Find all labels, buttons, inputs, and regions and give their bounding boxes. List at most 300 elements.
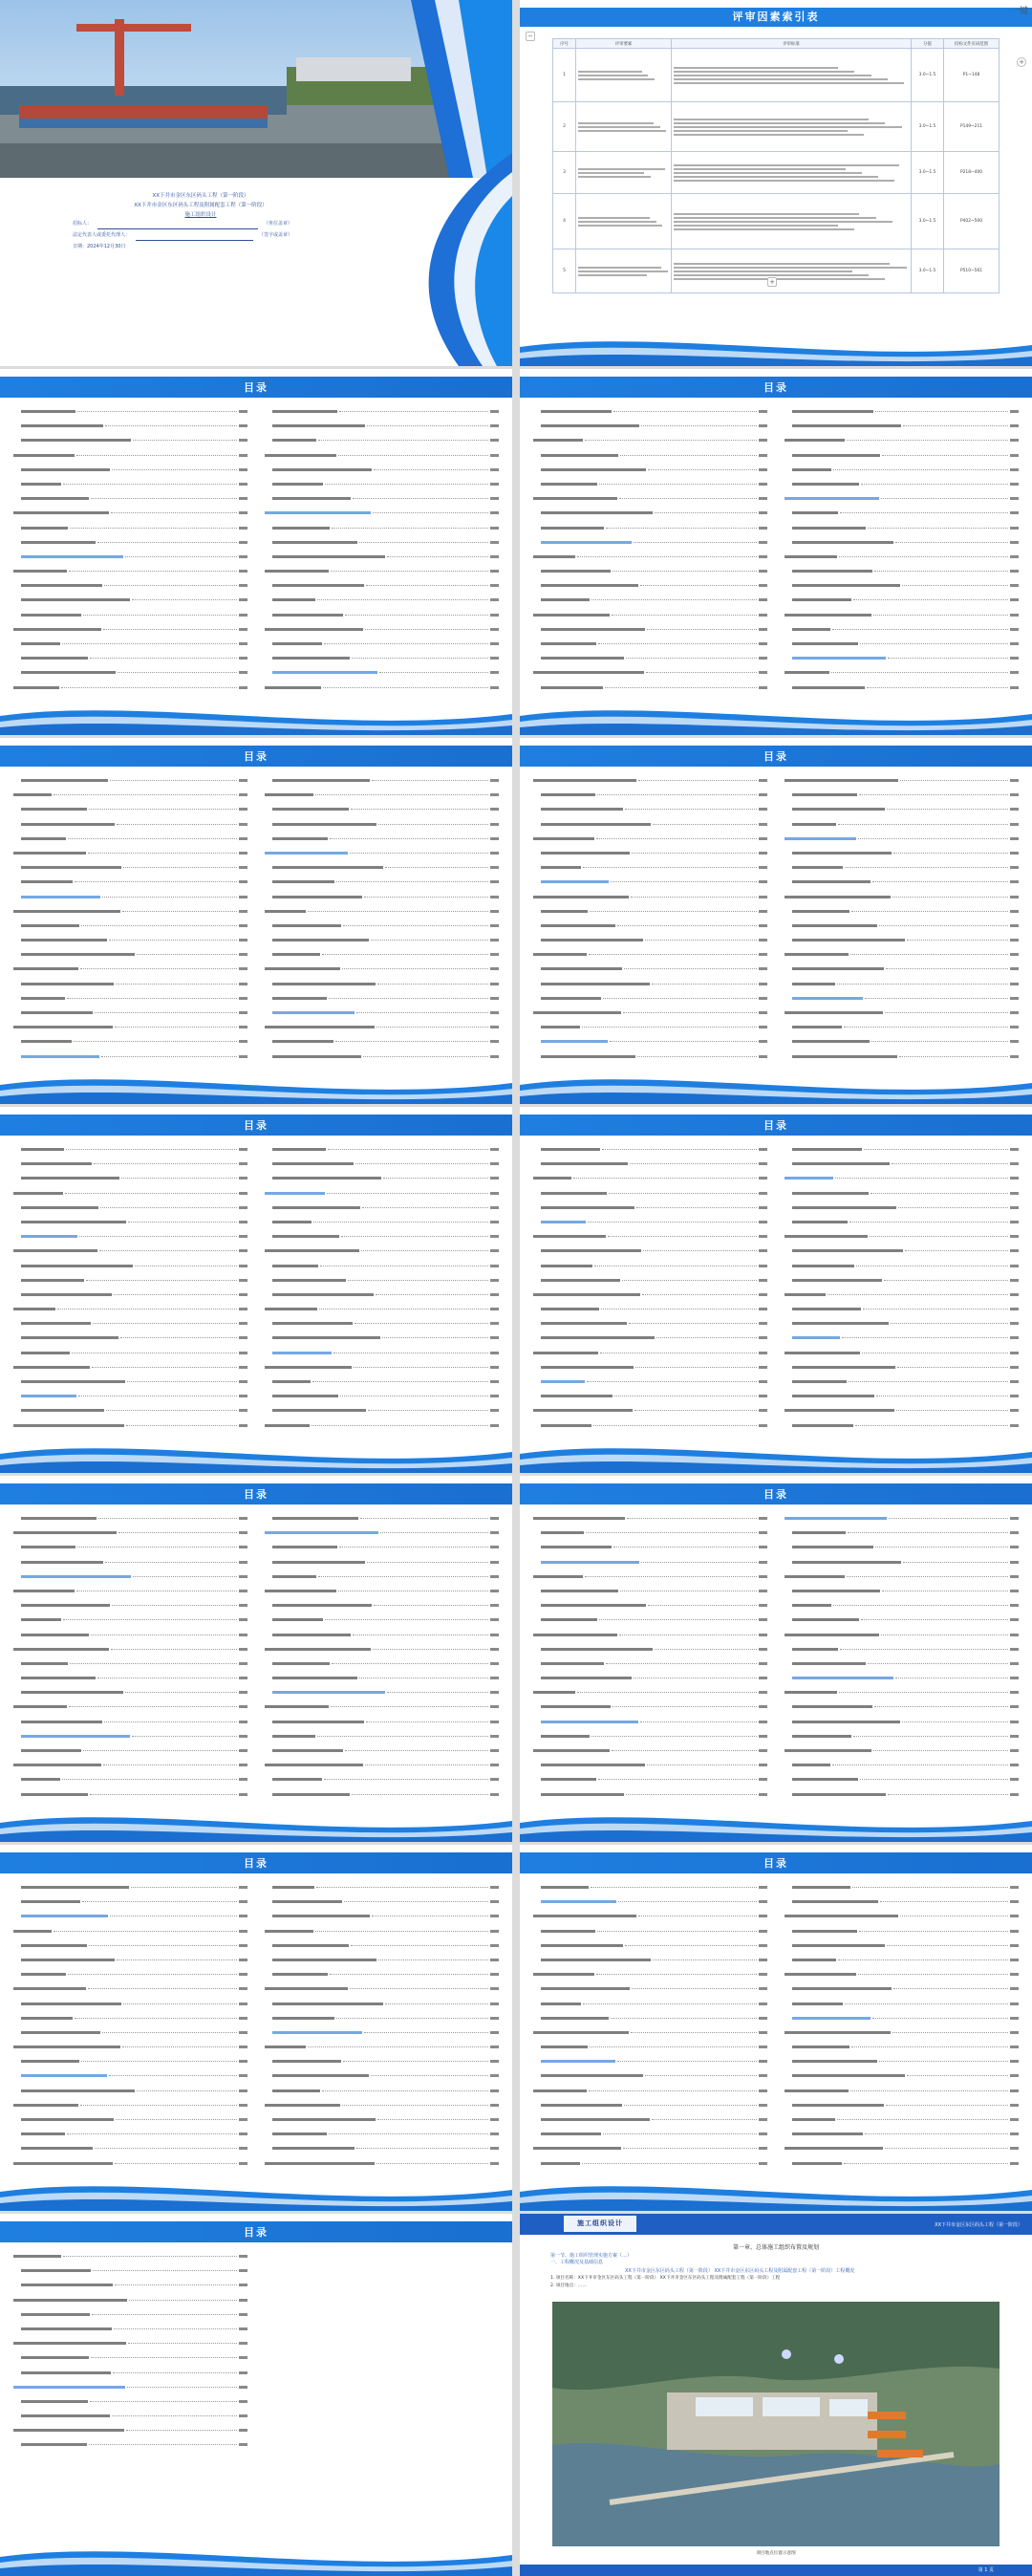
toc-entry[interactable] <box>533 1033 767 1043</box>
toc-entry[interactable] <box>265 549 499 558</box>
toc-entry[interactable] <box>785 1214 1019 1223</box>
toc-entry[interactable] <box>265 1301 499 1310</box>
toc-entry[interactable] <box>785 1981 1019 1990</box>
toc-entry[interactable] <box>785 650 1019 660</box>
toc-entry[interactable] <box>785 2126 1019 2135</box>
toc-entry[interactable] <box>13 2248 247 2258</box>
toc-entry[interactable] <box>265 1539 499 1548</box>
toc-entry[interactable] <box>265 432 499 442</box>
toc-entry[interactable] <box>13 680 247 689</box>
toc-entry[interactable] <box>13 2155 247 2165</box>
toc-entry[interactable] <box>533 2039 767 2048</box>
toc-entry[interactable] <box>265 976 499 985</box>
toc-entry[interactable] <box>265 1612 499 1621</box>
toc-entry[interactable] <box>785 874 1019 883</box>
toc-page[interactable] <box>520 369 1032 735</box>
toc-entry[interactable] <box>785 1141 1019 1151</box>
toc-entry[interactable] <box>265 1359 499 1369</box>
toc-entry[interactable] <box>265 1996 499 2005</box>
toc-entry[interactable] <box>785 772 1019 782</box>
toc-entry[interactable] <box>265 2010 499 2020</box>
toc-entry[interactable] <box>533 607 767 617</box>
toc-entry[interactable] <box>533 621 767 631</box>
toc-entry[interactable] <box>265 1315 499 1325</box>
toc-entry[interactable] <box>785 1937 1019 1947</box>
toc-entry[interactable] <box>13 1156 247 1165</box>
toc-entry[interactable] <box>265 1786 499 1796</box>
toc-entry[interactable] <box>13 505 247 514</box>
toc-entry[interactable] <box>533 2067 767 2077</box>
toc-entry[interactable] <box>785 1656 1019 1665</box>
toc-entry[interactable] <box>533 664 767 674</box>
toc-entry[interactable] <box>265 816 499 826</box>
toc-entry[interactable] <box>533 2111 767 2121</box>
toc-entry[interactable] <box>533 1301 767 1310</box>
toc-entry[interactable] <box>533 1937 767 1947</box>
toc-entry[interactable] <box>13 534 247 544</box>
toc-entry[interactable] <box>13 1200 247 1209</box>
toc-entry[interactable] <box>785 432 1019 442</box>
toc-entry[interactable] <box>785 1966 1019 1976</box>
toc-entry[interactable] <box>13 2277 247 2286</box>
toc-entry[interactable] <box>533 490 767 500</box>
toc-entry[interactable] <box>265 1345 499 1354</box>
toc-entry[interactable] <box>785 1185 1019 1195</box>
toc-entry[interactable] <box>785 520 1019 530</box>
toc-entry[interactable] <box>265 787 499 796</box>
toc-entry[interactable] <box>265 1418 499 1427</box>
toc-entry[interactable] <box>13 1374 247 1383</box>
toc-entry[interactable] <box>533 2097 767 2107</box>
toc-entry[interactable] <box>13 1330 247 1339</box>
toc-entry[interactable] <box>533 845 767 855</box>
toc-entry[interactable] <box>13 1345 247 1354</box>
toc-entry[interactable] <box>13 432 247 442</box>
toc-entry[interactable] <box>785 1388 1019 1397</box>
toc-entry[interactable] <box>533 961 767 970</box>
toc-entry[interactable] <box>533 447 767 457</box>
toc-entry[interactable] <box>13 592 247 601</box>
toc-entry[interactable] <box>785 1569 1019 1578</box>
toc-entry[interactable] <box>13 520 247 530</box>
toc-entry[interactable] <box>785 1033 1019 1043</box>
toc-entry[interactable] <box>13 961 247 970</box>
toc-entry[interactable] <box>533 1670 767 1679</box>
toc-entry[interactable] <box>13 2393 247 2403</box>
toc-entry[interactable] <box>533 1641 767 1651</box>
toc-entry[interactable] <box>785 990 1019 1000</box>
toc-entry[interactable] <box>533 462 767 471</box>
toc-entry[interactable] <box>785 1301 1019 1310</box>
toc-entry[interactable] <box>785 1019 1019 1028</box>
toc-entry[interactable] <box>265 1714 499 1723</box>
toc-entry[interactable] <box>13 2083 247 2092</box>
toc-entry[interactable] <box>533 1714 767 1723</box>
toc-entry[interactable] <box>533 1418 767 1427</box>
toc-entry[interactable] <box>785 1952 1019 1961</box>
toc-entry[interactable] <box>265 607 499 617</box>
toc-entry[interactable] <box>13 1996 247 2005</box>
toc-entry[interactable] <box>265 1033 499 1043</box>
toc-entry[interactable] <box>785 1923 1019 1933</box>
toc-entry[interactable] <box>533 1699 767 1708</box>
toc-entry[interactable] <box>265 1757 499 1766</box>
toc-entry[interactable] <box>785 1684 1019 1694</box>
toc-entry[interactable] <box>13 2111 247 2121</box>
toc-entry[interactable] <box>13 403 247 413</box>
toc-entry[interactable] <box>785 976 1019 985</box>
toc-entry[interactable] <box>785 1908 1019 1917</box>
toc-entry[interactable] <box>265 1937 499 1947</box>
toc-entry[interactable] <box>265 563 499 573</box>
toc-entry[interactable] <box>533 1966 767 1976</box>
toc-entry[interactable] <box>13 577 247 587</box>
toc-entry[interactable] <box>785 418 1019 427</box>
toc-entry[interactable] <box>785 946 1019 956</box>
toc-entry[interactable] <box>265 2039 499 2048</box>
toc-entry[interactable] <box>13 2067 247 2077</box>
toc-entry[interactable] <box>265 845 499 855</box>
toc-entry[interactable] <box>13 2024 247 2034</box>
toc-entry[interactable] <box>533 874 767 883</box>
toc-entry[interactable] <box>785 403 1019 413</box>
toc-entry[interactable] <box>13 932 247 942</box>
toc-entry[interactable] <box>13 1005 247 1014</box>
toc-entry[interactable] <box>533 1019 767 1028</box>
toc-entry[interactable] <box>265 903 499 913</box>
toc-entry[interactable] <box>265 1214 499 1223</box>
toc-entry[interactable] <box>533 2053 767 2063</box>
toc-entry[interactable] <box>265 918 499 927</box>
toc-entry[interactable] <box>13 801 247 811</box>
toc-entry[interactable] <box>13 2140 247 2150</box>
toc-entry[interactable] <box>13 1771 247 1781</box>
toc-entry[interactable] <box>785 1272 1019 1282</box>
toc-entry[interactable] <box>13 1627 247 1636</box>
toc-entry[interactable] <box>13 1170 247 1180</box>
toc-entry[interactable] <box>265 831 499 840</box>
toc-entry[interactable] <box>13 1287 247 1296</box>
toc-entry[interactable] <box>785 636 1019 645</box>
toc-entry[interactable] <box>533 1185 767 1195</box>
toc-entry[interactable] <box>265 1743 499 1752</box>
toc-entry[interactable] <box>785 680 1019 689</box>
toc-entry[interactable] <box>533 1005 767 1014</box>
toc-entry[interactable] <box>533 1908 767 1917</box>
toc-entry[interactable] <box>533 859 767 869</box>
toc-entry[interactable] <box>265 1981 499 1990</box>
one-click-label[interactable]: 一键 <box>1010 7 1028 16</box>
toc-page[interactable] <box>520 738 1032 1104</box>
toc-entry[interactable] <box>265 1728 499 1738</box>
toc-entry[interactable] <box>265 2097 499 2107</box>
toc-entry[interactable] <box>533 1243 767 1252</box>
toc-entry[interactable] <box>785 1771 1019 1781</box>
toc-entry[interactable] <box>265 1923 499 1933</box>
toc-entry[interactable] <box>785 2067 1019 2077</box>
toc-entry[interactable] <box>785 1156 1019 1165</box>
toc-entry[interactable] <box>785 1757 1019 1766</box>
toc-entry[interactable] <box>265 772 499 782</box>
toc-entry[interactable] <box>13 1258 247 1267</box>
toc-entry[interactable] <box>533 432 767 442</box>
toc-entry[interactable] <box>533 990 767 1000</box>
toc-entry[interactable] <box>13 664 247 674</box>
toc-page[interactable] <box>520 1107 1032 1473</box>
toc-entry[interactable] <box>13 1894 247 1903</box>
toc-entry[interactable] <box>265 577 499 587</box>
toc-entry[interactable] <box>533 505 767 514</box>
toc-entry[interactable] <box>265 2111 499 2121</box>
toc-entry[interactable] <box>785 1894 1019 1903</box>
toc-entry[interactable] <box>533 650 767 660</box>
toc-entry[interactable] <box>533 403 767 413</box>
toc-entry[interactable] <box>265 2126 499 2135</box>
toc-entry[interactable] <box>533 2010 767 2020</box>
toc-entry[interactable] <box>13 976 247 985</box>
toc-entry[interactable] <box>265 889 499 898</box>
toc-entry[interactable] <box>533 787 767 796</box>
toc-entry[interactable] <box>533 1627 767 1636</box>
toc-entry[interactable] <box>265 592 499 601</box>
toc-entry[interactable] <box>785 1510 1019 1520</box>
toc-entry[interactable] <box>785 1359 1019 1369</box>
toc-entry[interactable] <box>785 961 1019 970</box>
toc-page[interactable] <box>0 369 512 735</box>
toc-page-last[interactable] <box>0 2214 512 2576</box>
toc-entry[interactable] <box>13 1583 247 1592</box>
toc-entry[interactable] <box>785 903 1019 913</box>
toc-entry[interactable] <box>533 1771 767 1781</box>
toc-entry[interactable] <box>533 1345 767 1354</box>
toc-entry[interactable] <box>533 636 767 645</box>
toc-entry[interactable] <box>785 2097 1019 2107</box>
toc-entry[interactable] <box>13 1757 247 1766</box>
toc-entry[interactable] <box>533 1214 767 1223</box>
toc-entry[interactable] <box>265 961 499 970</box>
toc-entry[interactable] <box>13 918 247 927</box>
toc-entry[interactable] <box>533 1170 767 1180</box>
toc-entry[interactable] <box>533 1684 767 1694</box>
toc-entry[interactable] <box>13 990 247 1000</box>
toc-entry[interactable] <box>785 787 1019 796</box>
toc-entry[interactable] <box>785 534 1019 544</box>
toc-entry[interactable] <box>785 859 1019 869</box>
toc-entry[interactable] <box>533 549 767 558</box>
toc-entry[interactable] <box>265 664 499 674</box>
toc-entry[interactable] <box>533 1569 767 1578</box>
toc-entry[interactable] <box>13 1699 247 1708</box>
toc-entry[interactable] <box>533 1388 767 1397</box>
toc-entry[interactable] <box>785 1418 1019 1427</box>
toc-entry[interactable] <box>13 490 247 500</box>
toc-entry[interactable] <box>533 563 767 573</box>
toc-entry[interactable] <box>785 1539 1019 1548</box>
toc-entry[interactable] <box>13 2349 247 2359</box>
toc-entry[interactable] <box>265 505 499 514</box>
toc-entry[interactable] <box>265 946 499 956</box>
toc-entry[interactable] <box>265 680 499 689</box>
toc-entry[interactable] <box>265 1228 499 1238</box>
toc-entry[interactable] <box>785 549 1019 558</box>
toc-entry[interactable] <box>533 1612 767 1621</box>
toc-entry[interactable] <box>265 1597 499 1607</box>
toc-entry[interactable] <box>265 621 499 631</box>
toc-entry[interactable] <box>533 831 767 840</box>
toc-entry[interactable] <box>265 520 499 530</box>
toc-entry[interactable] <box>265 1569 499 1578</box>
toc-page[interactable] <box>0 1476 512 1842</box>
toc-entry[interactable] <box>265 1554 499 1564</box>
toc-entry[interactable] <box>265 1771 499 1781</box>
toc-entry[interactable] <box>13 1272 247 1282</box>
toc-entry[interactable] <box>533 1554 767 1564</box>
toc-entry[interactable] <box>13 1923 247 1933</box>
toc-entry[interactable] <box>265 1049 499 1058</box>
toc-entry[interactable] <box>785 1243 1019 1252</box>
toc-entry[interactable] <box>13 1525 247 1534</box>
toc-entry[interactable] <box>265 1019 499 1028</box>
toc-entry[interactable] <box>265 476 499 486</box>
toc-entry[interactable] <box>265 1258 499 1267</box>
toc-entry[interactable] <box>785 816 1019 826</box>
toc-entry[interactable] <box>533 1141 767 1151</box>
toc-entry[interactable] <box>265 1656 499 1665</box>
toc-entry[interactable] <box>265 1641 499 1651</box>
toc-entry[interactable] <box>533 816 767 826</box>
toc-entry[interactable] <box>13 1714 247 1723</box>
toc-entry[interactable] <box>533 1049 767 1058</box>
toc-entry[interactable] <box>13 1569 247 1578</box>
toc-entry[interactable] <box>785 1612 1019 1621</box>
add-row-button[interactable]: + <box>767 277 777 287</box>
toc-entry[interactable] <box>13 1185 247 1195</box>
toc-entry[interactable] <box>533 1786 767 1796</box>
toc-entry[interactable] <box>785 1728 1019 1738</box>
toc-entry[interactable] <box>785 1714 1019 1723</box>
toc-page[interactable] <box>0 1107 512 1473</box>
toc-entry[interactable] <box>13 1641 247 1651</box>
toc-entry[interactable] <box>13 1359 247 1369</box>
toc-entry[interactable] <box>265 650 499 660</box>
toc-entry[interactable] <box>265 1374 499 1383</box>
toc-entry[interactable] <box>265 1966 499 1976</box>
toc-entry[interactable] <box>533 1597 767 1607</box>
toc-entry[interactable] <box>13 1510 247 1520</box>
toc-entry[interactable] <box>13 1214 247 1223</box>
toc-entry[interactable] <box>785 1641 1019 1651</box>
toc-entry[interactable] <box>533 1315 767 1325</box>
toc-entry[interactable] <box>533 801 767 811</box>
toc-entry[interactable] <box>533 1583 767 1592</box>
toc-entry[interactable] <box>265 932 499 942</box>
toc-entry[interactable] <box>785 1315 1019 1325</box>
toc-entry[interactable] <box>785 563 1019 573</box>
toc-entry[interactable] <box>533 534 767 544</box>
toc-entry[interactable] <box>13 845 247 855</box>
toc-entry[interactable] <box>785 889 1019 898</box>
toc-entry[interactable] <box>265 1170 499 1180</box>
toc-entry[interactable] <box>785 1170 1019 1180</box>
cover-page[interactable] <box>0 0 512 366</box>
toc-entry[interactable] <box>785 607 1019 617</box>
toc-entry[interactable] <box>13 2408 247 2417</box>
toc-entry[interactable] <box>265 403 499 413</box>
toc-entry[interactable] <box>13 2422 247 2432</box>
toc-entry[interactable] <box>533 2024 767 2034</box>
toc-entry[interactable] <box>265 1908 499 1917</box>
toc-entry[interactable] <box>785 2010 1019 2020</box>
toc-entry[interactable] <box>533 680 767 689</box>
toc-entry[interactable] <box>785 831 1019 840</box>
collapse-control[interactable]: − <box>526 32 535 41</box>
toc-entry[interactable] <box>785 2140 1019 2150</box>
toc-entry[interactable] <box>265 1952 499 1961</box>
index-page[interactable] <box>520 0 1032 366</box>
toc-entry[interactable] <box>785 490 1019 500</box>
toc-entry[interactable] <box>533 889 767 898</box>
toc-entry[interactable] <box>13 1554 247 1564</box>
toc-entry[interactable] <box>13 772 247 782</box>
toc-entry[interactable] <box>13 816 247 826</box>
toc-entry[interactable] <box>785 2083 1019 2092</box>
toc-entry[interactable] <box>785 1330 1019 1339</box>
toc-entry[interactable] <box>785 1005 1019 1014</box>
toc-entry[interactable] <box>533 946 767 956</box>
toc-entry[interactable] <box>13 2292 247 2302</box>
toc-entry[interactable] <box>13 563 247 573</box>
toc-entry[interactable] <box>785 801 1019 811</box>
toc-entry[interactable] <box>265 1627 499 1636</box>
toc-entry[interactable] <box>785 1879 1019 1889</box>
toc-entry[interactable] <box>13 1539 247 1548</box>
toc-entry[interactable] <box>785 1402 1019 1412</box>
toc-entry[interactable] <box>13 1879 247 1889</box>
toc-entry[interactable] <box>533 1258 767 1267</box>
toc-entry[interactable] <box>265 1670 499 1679</box>
toc-entry[interactable] <box>265 1185 499 1195</box>
toc-entry[interactable] <box>785 2053 1019 2063</box>
toc-page[interactable] <box>520 1476 1032 1842</box>
toc-entry[interactable] <box>265 1330 499 1339</box>
toc-entry[interactable] <box>265 462 499 471</box>
toc-entry[interactable] <box>785 2024 1019 2034</box>
toc-entry[interactable] <box>533 1757 767 1766</box>
toc-entry[interactable] <box>265 1243 499 1252</box>
toc-entry[interactable] <box>13 859 247 869</box>
toc-entry[interactable] <box>785 1554 1019 1564</box>
toc-entry[interactable] <box>785 1786 1019 1796</box>
toc-entry[interactable] <box>785 1597 1019 1607</box>
toc-entry[interactable] <box>265 801 499 811</box>
toc-entry[interactable] <box>785 918 1019 927</box>
toc-entry[interactable] <box>533 772 767 782</box>
toc-entry[interactable] <box>533 2140 767 2150</box>
toc-entry[interactable] <box>785 2039 1019 2048</box>
toc-entry[interactable] <box>533 2155 767 2165</box>
toc-entry[interactable] <box>13 1670 247 1679</box>
toc-entry[interactable] <box>785 1200 1019 1209</box>
toc-entry[interactable] <box>265 534 499 544</box>
add-column-icon[interactable]: + <box>1017 57 1026 67</box>
toc-entry[interactable] <box>533 1728 767 1738</box>
toc-entry[interactable] <box>533 2126 767 2135</box>
toc-entry[interactable] <box>533 1330 767 1339</box>
toc-entry[interactable] <box>533 1894 767 1903</box>
toc-entry[interactable] <box>533 1539 767 1548</box>
toc-entry[interactable] <box>533 903 767 913</box>
toc-entry[interactable] <box>265 2024 499 2034</box>
